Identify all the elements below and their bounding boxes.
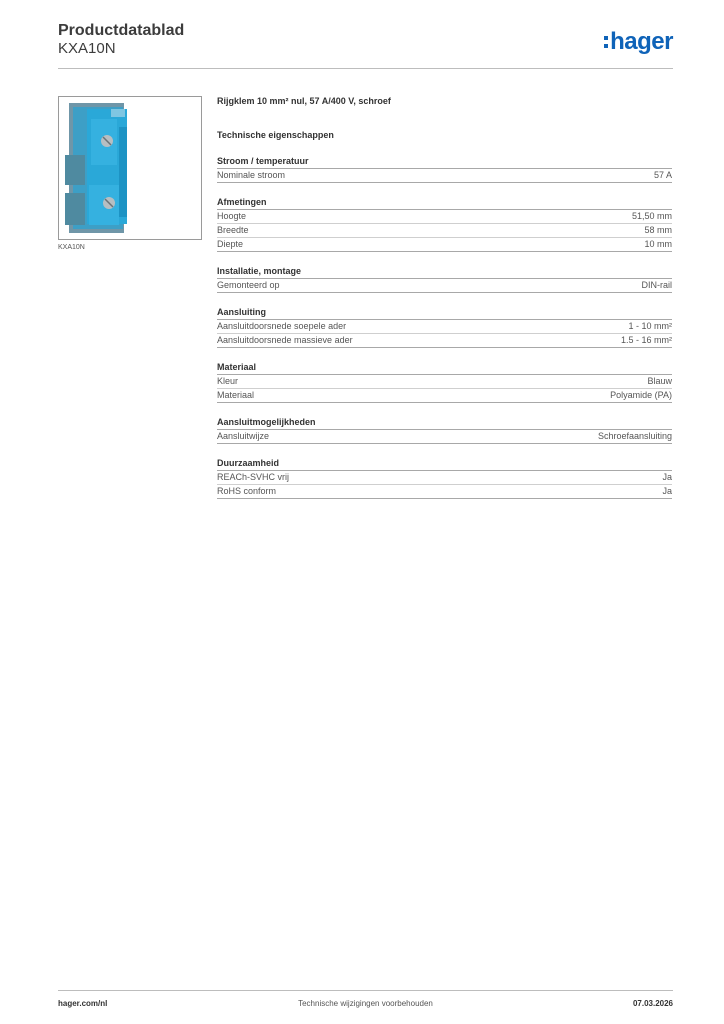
spec-value: Polyamide (PA) [610, 390, 672, 400]
section-title: Duurzaamheid [217, 458, 672, 471]
spec-label: Aansluitwijze [217, 431, 270, 441]
footer-website-link[interactable]: hager.com/nl [58, 999, 108, 1008]
document-title: Productdatablad [58, 22, 185, 39]
section-title: Aansluitmogelijkheden [217, 417, 672, 430]
spec-label: Diepte [217, 239, 244, 249]
spec-value: 1.5 - 16 mm² [620, 335, 672, 345]
section-title: Afmetingen [217, 197, 672, 210]
spec-label: Aansluitdoorsnede soepele ader [217, 321, 347, 331]
section-connection-options [217, 417, 672, 444]
spec-row [217, 471, 672, 485]
document-footer [58, 990, 673, 1013]
footer-notice: Technische wijzigingen voorbehouden [298, 999, 433, 1008]
terminal-block-icon [59, 97, 201, 239]
section-title: Materiaal [217, 362, 672, 375]
section-current [217, 156, 672, 183]
logo-text: hager [610, 28, 673, 55]
spec-row [217, 485, 672, 499]
spec-value: Blauw [647, 376, 672, 386]
spec-label: Nominale stroom [217, 170, 286, 180]
hager-logo [604, 28, 673, 56]
spec-value: 51,50 mm [631, 211, 672, 221]
spec-row [217, 430, 672, 444]
spec-value: Ja [662, 486, 672, 496]
product-image [58, 96, 202, 240]
section-installation [217, 266, 672, 293]
spec-value: Schroefaansluiting [597, 431, 672, 441]
spec-row [217, 389, 672, 403]
footer-date: 07.03.2026 [632, 999, 673, 1008]
document-header [58, 20, 673, 69]
spec-label: RoHS conform [217, 486, 277, 496]
spec-label: Kleur [217, 376, 239, 386]
section-title: Aansluiting [217, 307, 672, 320]
spec-value: 58 mm [644, 225, 672, 235]
spec-row [217, 375, 672, 389]
spec-content [217, 96, 672, 499]
spec-row [217, 224, 672, 238]
section-title: Stroom / temperatuur [217, 156, 672, 169]
spec-value: Ja [662, 472, 672, 482]
spec-row [217, 279, 672, 293]
section-dimensions [217, 197, 672, 252]
section-connection [217, 307, 672, 348]
technical-properties-heading: Technische eigenschappen [217, 130, 334, 140]
spec-row [217, 238, 672, 252]
spec-row [217, 210, 672, 224]
logo-dots-icon [604, 36, 608, 48]
spec-row [217, 169, 672, 183]
spec-label: Breedte [217, 225, 249, 235]
image-caption: KXA10N [58, 244, 85, 251]
product-code: KXA10N [58, 40, 116, 57]
spec-row [217, 320, 672, 334]
spec-label: REACh-SVHC vrij [217, 472, 290, 482]
section-sustainability [217, 458, 672, 499]
spec-value: DIN-rail [641, 280, 672, 290]
spec-label: Hoogte [217, 211, 247, 221]
product-description: Rijgklem 10 mm² nul, 57 A/400 V, schroef [217, 96, 391, 106]
section-material [217, 362, 672, 403]
section-title: Installatie, montage [217, 266, 672, 279]
spec-label: Materiaal [217, 390, 255, 400]
spec-value: 57 A [653, 170, 672, 180]
spec-label: Aansluitdoorsnede massieve ader [217, 335, 353, 345]
spec-value: 1 - 10 mm² [628, 321, 672, 331]
spec-row [217, 334, 672, 348]
spec-label: Gemonteerd op [217, 280, 280, 290]
spec-value: 10 mm [644, 239, 672, 249]
